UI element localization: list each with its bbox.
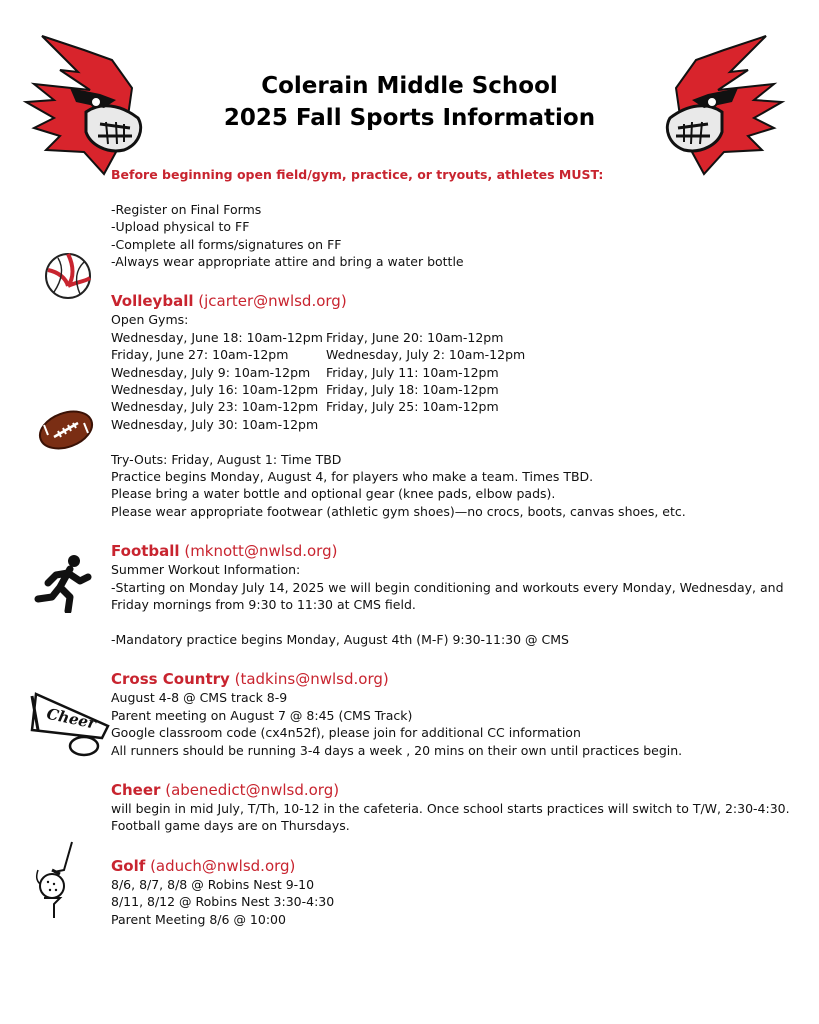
requirements-heading: Before beginning open field/gym, practice, or tryouts, athletes MUST: bbox=[111, 167, 604, 182]
football-title: Football bbox=[111, 542, 180, 561]
schedule-slot: Wednesday, July 2: 10am-12pm bbox=[326, 347, 526, 363]
schedule-slot: Wednesday, July 16: 10am-12pm bbox=[111, 382, 319, 398]
volleyball-heading bbox=[111, 291, 801, 311]
football-icon bbox=[38, 407, 94, 453]
cross-country-detail: August 4-8 @ CMS track 8-9 bbox=[111, 690, 288, 706]
cheer-heading bbox=[111, 780, 801, 800]
golf-title: Golf bbox=[111, 856, 146, 875]
open-gym-schedule bbox=[111, 329, 801, 433]
info-content bbox=[111, 166, 801, 928]
cheer-text: will begin in mid July, T/Th, 10-12 in the cafeteria. Once school starts practices will switch to T/W, 2:30-4:30. Football game days are on Thursdays. bbox=[111, 800, 790, 834]
volleyball-email-link[interactable]: (jcarter@nwlsd.org) bbox=[198, 292, 347, 311]
page-title-sports: 2025 Fall Sports Information bbox=[223, 105, 596, 131]
football-workout-text: -Starting on Monday July 14, 2025 we will begin conditioning and workouts every Monday, Wednesday, and Friday mornings from 9:30 to 11:30 at CMS field. bbox=[111, 579, 784, 613]
schedule-slot: Friday, June 27: 10am-12pm bbox=[111, 347, 289, 363]
cross-country-detail: Google classroom code (cx4n52f), please join for additional CC information bbox=[111, 725, 581, 741]
schedule-slot: Friday, July 11: 10am-12pm bbox=[326, 364, 499, 380]
football-mandatory-text: -Mandatory practice begins Monday, August 4th (M-F) 9:30-11:30 @ CMS bbox=[111, 631, 569, 647]
cheer-email-link[interactable]: (abenedict@nwlsd.org) bbox=[165, 780, 340, 799]
schedule-slot: Wednesday, July 23: 10am-12pm bbox=[111, 399, 319, 415]
megaphone-label: Cheer bbox=[45, 704, 98, 733]
volleyball-title: Volleyball bbox=[111, 292, 194, 311]
requirement-item: -Upload physical to FF bbox=[111, 219, 250, 235]
cheer-megaphone-icon bbox=[28, 690, 112, 758]
cheer-title: Cheer bbox=[111, 780, 161, 799]
volleyball-icon bbox=[44, 252, 92, 300]
cross-country-email-link[interactable]: (tadkins@nwlsd.org) bbox=[234, 670, 389, 689]
schedule-slot: Friday, June 20: 10am-12pm bbox=[326, 329, 504, 345]
cross-country-heading bbox=[111, 669, 801, 689]
schedule-slot: Friday, July 25: 10am-12pm bbox=[326, 399, 499, 415]
schedule-slot bbox=[326, 416, 586, 433]
golf-heading bbox=[111, 856, 801, 876]
volleyball-detail: Try-Outs: Friday, August 1: Time TBD bbox=[111, 451, 342, 467]
schedule-slot: Wednesday, July 9: 10am-12pm bbox=[111, 364, 311, 380]
requirement-item: -Always wear appropriate attire and bring a water bottle bbox=[111, 254, 464, 270]
cross-country-detail: All runners should be running 3-4 days a week , 20 mins on their own until practices begin. bbox=[111, 742, 683, 758]
golf-detail: 8/11, 8/12 @ Robins Nest 3:30-4:30 bbox=[111, 894, 335, 910]
page-title-school: Colerain Middle School bbox=[261, 73, 558, 99]
cross-country-detail: Parent meeting on August 7 @ 8:45 (CMS Track) bbox=[111, 707, 413, 723]
golf-email-link[interactable]: (aduch@nwlsd.org) bbox=[150, 856, 296, 875]
summer-workout-label: Summer Workout Information: bbox=[111, 562, 301, 578]
requirement-item: -Register on Final Forms bbox=[111, 201, 262, 217]
cross-country-title: Cross Country bbox=[111, 670, 230, 689]
schedule-slot: Wednesday, July 30: 10am-12pm bbox=[111, 416, 319, 432]
open-gyms-label: Open Gyms: bbox=[111, 312, 189, 328]
volleyball-detail: Please bring a water bottle and optional gear (knee pads, elbow pads). bbox=[111, 486, 556, 502]
golf-detail: 8/6, 8/7, 8/8 @ Robins Nest 9-10 bbox=[111, 876, 315, 892]
golf-detail: Parent Meeting 8/6 @ 10:00 bbox=[111, 911, 286, 927]
requirement-item: -Complete all forms/signatures on FF bbox=[111, 236, 342, 252]
volleyball-detail: Please wear appropriate footwear (athletic gym shoes)—no crocs, boots, canvas shoes, etc. bbox=[111, 503, 686, 519]
golf-icon bbox=[34, 840, 78, 920]
runner-icon bbox=[34, 553, 92, 613]
volleyball-detail: Practice begins Monday, August 4, for players who make a team. Times TBD. bbox=[111, 469, 594, 485]
football-email-link[interactable]: (mknott@nwlsd.org) bbox=[184, 542, 338, 561]
schedule-slot: Friday, July 18: 10am-12pm bbox=[326, 382, 499, 398]
football-heading bbox=[111, 541, 801, 561]
schedule-slot: Wednesday, June 18: 10am-12pm bbox=[111, 329, 323, 345]
